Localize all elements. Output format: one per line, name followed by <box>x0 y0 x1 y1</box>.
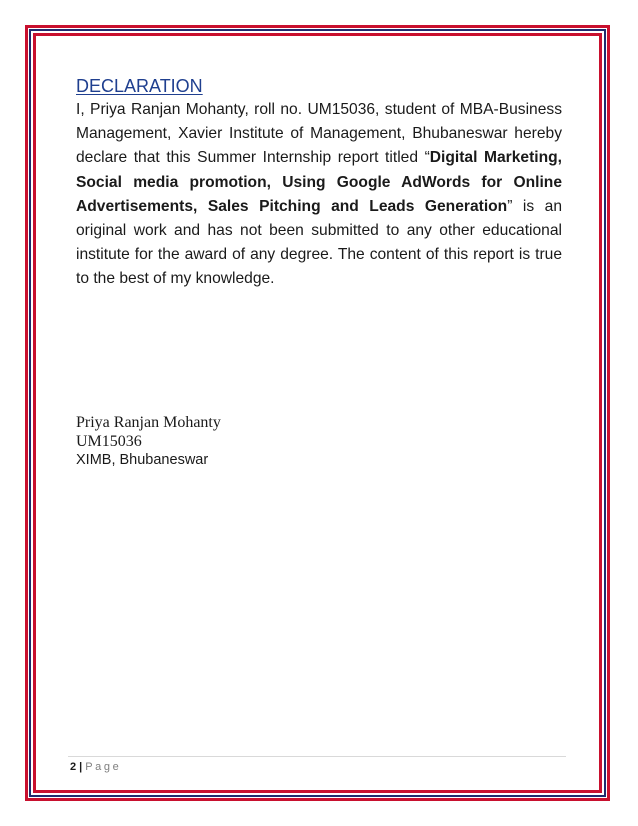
page-number: 2 <box>70 761 77 773</box>
page-label: Page <box>85 761 122 773</box>
signatory-institute: XIMB, Bhubaneswar <box>76 452 209 468</box>
footer-divider <box>68 756 566 757</box>
declaration-paragraph <box>76 98 562 292</box>
signatory-roll-no: UM15036 <box>76 433 142 450</box>
declaration-intro: I, Priya Ranjan Mohanty, roll no. UM15036, student of MBA-Business Management, Xavier Institute of Management, Bhubaneswar hereby declare that this Summer Internship report titled “ <box>76 101 562 167</box>
signature-block <box>76 413 376 470</box>
declaration-rest: ” is an original work and has not been submitted to any other educational institute for the award of any degree. The content of this report is true to the best of my knowledge. <box>76 197 563 288</box>
footer-separator: | <box>79 761 83 773</box>
declaration-section <box>76 74 562 292</box>
declaration-heading: DECLARATION <box>76 76 203 96</box>
page-footer <box>70 759 121 775</box>
signatory-name: Priya Ranjan Mohanty <box>76 414 221 431</box>
report-title: Digital Marketing, Social media promotion, Using Google AdWords for Online Advertisements, Sales Pitching and Leads Generation <box>76 149 562 215</box>
